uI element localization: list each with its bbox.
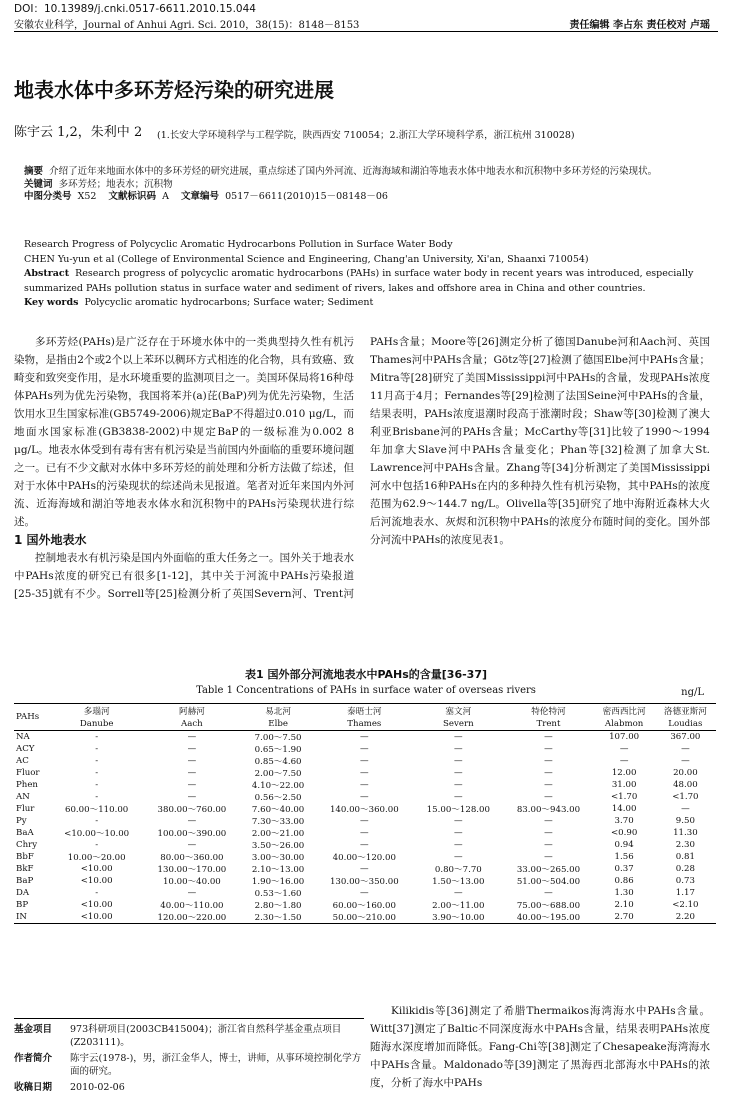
value-cell: 60.00～110.00 (65, 805, 129, 815)
value-cell: — (454, 852, 463, 862)
value-cell: — (187, 732, 197, 742)
river-en: Alabmon (594, 717, 655, 731)
continued-paragraph (370, 1002, 710, 1102)
value-cell: — (360, 816, 369, 826)
river-en: Trent (503, 717, 593, 731)
value-cell: 2.10 (614, 900, 634, 910)
body-right-column (370, 333, 710, 639)
section-heading: 1 国外地表水 (14, 533, 87, 547)
footnotes (14, 1018, 364, 1097)
value-cell: — (544, 840, 553, 850)
received-label: 收稿日期 (14, 1082, 53, 1093)
pah-name-cell: BaA (16, 828, 34, 838)
river-cn: 阿赫河 (143, 704, 241, 718)
table-row (14, 779, 716, 791)
table-row (14, 863, 716, 875)
value-cell: 48.00 (673, 780, 698, 790)
pah-name-cell: Chry (16, 840, 38, 850)
value-cell: — (544, 852, 553, 862)
table-row (14, 743, 716, 755)
value-cell: 80.00～360.00 (160, 853, 224, 863)
pah-name-cell: BbF (16, 852, 34, 862)
value-cell: 9.50 (675, 816, 695, 826)
value-cell: — (544, 816, 553, 826)
value-cell: — (454, 744, 463, 754)
table-row (14, 815, 716, 827)
marine-paragraph: Kilikidis等[36]测定了希腊Thermaikos海湾海水中PAHs含量。Witt[37]测定了Baltic不同深度海水中PAHs含量，结果表明PAHs浓度随海水深度增加而降低。Fang-Chi等[38]测定了Chesapeake海湾海水中PAHs含量。Maldonado等[39]测定了黑海西北部海水中PAHs的浓度，分析了海水中PAHs (370, 1005, 710, 1089)
section-paragraph: 控制地表水有机污染是国内外面临的重大任务之一。国外关于地表水中PAHs浓度的研究已有很多[1-12]，其中关于河流中PAHs污染报道[25-35]就有不少。Sorrell等[25]检测分析了英国Severn河、Trent河 (14, 552, 354, 600)
value-cell: 0.56～2.50 (254, 793, 302, 803)
table-header-pahs: PAHs (14, 704, 50, 731)
value-cell: — (187, 792, 197, 802)
value-cell: - (95, 732, 99, 742)
table-unit: ng/L (681, 687, 704, 698)
value-cell: 107.00 (609, 732, 640, 742)
river-en: Severn (413, 717, 503, 731)
value-cell: 2.70 (594, 911, 655, 924)
value-cell: 15.00～128.00 (426, 805, 490, 815)
value-cell: — (454, 816, 463, 826)
pah-name-cell: AN (16, 792, 30, 802)
value-cell: 4.10～22.00 (251, 781, 305, 791)
value-cell: <10.00 (80, 864, 113, 874)
value-cell: 2.80～1.80 (254, 901, 302, 911)
value-cell: — (454, 828, 463, 838)
table-row (14, 803, 716, 815)
affiliation: (1.长安大学环境科学与工程学院，陕西西安 710054；2.浙江大学环境科学系，浙江杭州 310028) (157, 130, 575, 141)
value-cell: 2.20 (655, 911, 716, 924)
value-cell: - (95, 888, 99, 898)
value-cell: 367.00 (670, 732, 701, 742)
value-cell: - (95, 792, 99, 802)
value-cell: 0.65～1.90 (254, 745, 302, 755)
en-keywords-label: Key words (24, 297, 79, 308)
value-cell: 7.00～7.50 (254, 733, 302, 743)
value-cell: 0.53～1.60 (254, 889, 302, 899)
author-bio-label: 作者简介 (14, 1053, 53, 1064)
river-en: Loudias (655, 717, 716, 731)
value-cell: — (619, 756, 629, 766)
en-abstract-text: Research progress of polycyclic aromatic hydrocarbons (PAHs) in surface water body in recent years was introduced, especially summarized PAHs pollution status in surface water and sediment of rivers, lakes and offshore area in China and other countries. (24, 268, 694, 294)
value-cell: 3.90～10.00 (413, 911, 503, 924)
value-cell: 1.90～16.00 (251, 877, 305, 887)
abstract-text: 介绍了近年来地面水体中的多环芳烃的研究进展，重点综述了国内外河流、近海海域和湖泊等地表水体中地表水和沉积物中多环芳烃的污染现状。 (49, 166, 658, 177)
doc-code-label: 文献标识码 (108, 191, 157, 202)
value-cell: — (360, 756, 369, 766)
pah-name-cell: IN (14, 911, 50, 924)
value-cell: - (95, 840, 99, 850)
pahs-table (14, 703, 716, 924)
value-cell: 2.10～13.00 (251, 865, 305, 875)
header-rule (14, 31, 718, 32)
value-cell: — (360, 792, 369, 802)
value-cell: 33.00～265.00 (516, 865, 581, 875)
en-title: Research Progress of Polycyclic Aromatic Hydrocarbons Pollution in Surface Water Body (24, 239, 453, 250)
en-abstract-label: Abstract (24, 268, 70, 279)
table-row (14, 731, 716, 744)
value-cell: — (544, 792, 553, 802)
value-cell: — (360, 828, 369, 838)
table-row (14, 791, 716, 803)
fund-text: 973科研项目(2003CB415004)；浙江省自然科学基金重点项目(Z203111)。 (70, 1024, 342, 1048)
value-cell: 130.00～350.00 (329, 877, 399, 887)
value-cell: 0.73 (675, 876, 695, 886)
value-cell: 1.17 (675, 888, 695, 898)
value-cell: - (95, 780, 99, 790)
value-cell: - (95, 816, 99, 826)
pah-name-cell: Phen (16, 780, 38, 790)
value-cell: — (360, 888, 369, 898)
pah-name-cell: ACY (16, 744, 35, 754)
pah-name-cell: BP (16, 900, 29, 910)
fund-label: 基金项目 (14, 1024, 53, 1035)
value-cell: 0.28 (675, 864, 695, 874)
value-cell: — (544, 744, 553, 754)
value-cell: 130.00～170.00 (157, 865, 227, 875)
value-cell: 31.00 (611, 780, 637, 790)
value-cell: — (187, 744, 197, 754)
value-cell: 40.00～120.00 (332, 853, 396, 863)
value-cell: — (454, 888, 463, 898)
pah-name-cell: BaP (16, 876, 34, 886)
abstract-cn (24, 166, 704, 204)
value-cell: 380.00～760.00 (157, 805, 227, 815)
value-cell: 100.00～390.00 (157, 829, 227, 839)
en-authors: CHEN Yu-yun et al (College of Environmental Science and Engineering, Chang'an University, Xi'an, Shaanxi 710054) (24, 253, 589, 265)
section-paragraph-continued: PAHs含量；Moore等[26]测定分析了德国Danube河和Aach河、英国Thames河中PAHs含量；Götz等[27]检测了德国Elbe河中PAHs含量；Mitra等[28]研究了美国Mississippi河中PAHs的含量，发现PAHs浓度11月高于4月；Fernandes等[29]检测了法国Seine河中PAHs的含量，结果表明，PAHs浓度退潮时段高于涨潮时段；Shaw等[30]检测了澳大利亚Brisbane河的PAHs含量；McCarthy等[31]比较了1990～1994年加拿大Slave河中PAHs含量变化；Phan等[32]检测了加拿大St. Lawrence河中PAHs含量。Zhang等[34]分析测定了美国Mississippi河水中包括16种PAHs在内的多种持久性有机污染物，其中PAHs的浓度范围为62.9～144.7 ng/L。Olivella等[35]研究了地中海附近森林大火后河流地表水、灰烬和沉积物中PAHs的浓度分布随时间的变化。国外部分河流中PAHs的浓度见表1。 (370, 336, 710, 546)
pah-name-cell: AC (16, 756, 29, 766)
river-cn: 易北河 (241, 704, 316, 718)
value-cell: — (681, 756, 690, 766)
value-cell: 2.00～11.00 (432, 901, 485, 911)
table-row (14, 755, 716, 767)
value-cell: — (544, 732, 553, 742)
value-cell: 40.00～110.00 (160, 901, 224, 911)
river-cn: 泰晤士河 (315, 704, 413, 718)
value-cell: 10.00～20.00 (67, 853, 126, 863)
value-cell: <2.10 (672, 900, 699, 910)
value-cell: 2.00～7.50 (254, 769, 302, 779)
received-date: 2010-02-06 (70, 1082, 125, 1093)
value-cell: <10.00 (50, 911, 143, 924)
value-cell: 7.30～33.00 (251, 817, 305, 827)
value-cell: <1.70 (672, 792, 699, 802)
article-no: 0517－6611(2010)15－08148－06 (225, 191, 388, 202)
article-no-label: 文章编号 (181, 191, 220, 202)
class-number: X52 (77, 191, 97, 202)
river-cn: 塞文河 (413, 704, 503, 718)
value-cell: 50.00～210.00 (315, 911, 413, 924)
value-cell: — (187, 780, 197, 790)
paper-title: 地表水体中多环芳烃污染的研究进展 (14, 78, 334, 102)
value-cell: 0.86 (614, 876, 634, 886)
value-cell: 75.00～688.00 (516, 901, 581, 911)
pah-name-cell: NA (16, 732, 30, 742)
value-cell: — (544, 768, 553, 778)
value-cell: 0.37 (614, 864, 634, 874)
value-cell: 12.00 (611, 768, 637, 778)
value-cell: — (454, 792, 463, 802)
value-cell: — (454, 768, 463, 778)
river-cn: 洛德亚斯河 (655, 704, 716, 718)
value-cell: — (187, 816, 197, 826)
journal-line: 安徽农业科学，Journal of Anhui Agri. Sci. 2010，38(15)：8148－8153 (14, 20, 360, 31)
value-cell: — (544, 780, 553, 790)
value-cell: <10.00 (80, 876, 113, 886)
value-cell: 0.81 (675, 852, 695, 862)
value-cell: 83.00～943.00 (516, 805, 581, 815)
river-cn: 多瑙河 (50, 704, 143, 718)
abstract-en (24, 238, 714, 311)
value-cell: 0.94 (614, 840, 634, 850)
value-cell: 3.70 (614, 816, 634, 826)
pah-name-cell: Py (16, 816, 27, 826)
table-row (14, 899, 716, 911)
value-cell: — (360, 840, 369, 850)
intro-paragraph: 多环芳烃(PAHs)是广泛存在于环境水体中的一类典型持久性有机污染物，是指由2个或2个以上苯环以稠环方式相连的化合物，具有致癌、致畸变和致突变作用，是水环境重要的监测项目之一。美国环保局将16种母体PAHs列为优先污染物，我国将苯并(a)芘(BaP)列为优先污染物，生活饮用水卫生国家标准(GB5749-2006)规定BaP不得超过0.010 μg/L，而地面水国家标准(GB3838-2002)中规定BaP的一级标准为0.002 8 μg/L。地表水体受到有毒有害有机污染是当前国内外面临的重要环境问题之一。已有不少文献对水体中多环芳烃的前处理和分析方法做了综述，但对于水体中PAHs的污染现状的综述尚未见报道。笔者对近年来国内外河流、近海海域和湖泊等地表水体水和沉积物中的PAHs污染现状进行综述。 (14, 336, 354, 528)
value-cell: 40.00～195.00 (503, 911, 593, 924)
table-row (14, 887, 716, 899)
value-cell: — (360, 732, 369, 742)
value-cell: — (544, 888, 553, 898)
value-cell: 7.60～40.00 (251, 805, 305, 815)
value-cell: 14.00 (611, 804, 637, 814)
value-cell: - (95, 768, 99, 778)
table-row (14, 839, 716, 851)
table-row (14, 827, 716, 839)
value-cell: <0.90 (610, 828, 638, 838)
river-en: Thames (315, 717, 413, 731)
abstract-label: 摘要 (24, 166, 44, 177)
authors: 陈宇云 1,2，朱利中 2 (14, 125, 143, 140)
table-row (14, 851, 716, 863)
value-cell: <1.70 (610, 792, 638, 802)
pah-name-cell: BkF (16, 864, 34, 874)
value-cell: 0.85～4.60 (254, 757, 302, 767)
value-cell: — (454, 732, 463, 742)
value-cell: - (95, 744, 99, 754)
value-cell: — (681, 804, 690, 814)
value-cell: 1.50～13.00 (432, 877, 485, 887)
value-cell: <10.00 (80, 900, 113, 910)
value-cell: <10.00～10.00 (64, 829, 130, 839)
value-cell: — (454, 756, 463, 766)
value-cell: — (187, 768, 197, 778)
river-en: Elbe (241, 717, 316, 731)
value-cell: - (95, 756, 99, 766)
table-caption: 表1 国外部分河流地表水中PAHs的含量[36-37] (244, 668, 488, 681)
value-cell: 2.30～1.50 (241, 911, 316, 924)
value-cell: 3.50～26.00 (251, 841, 305, 851)
river-en: Aach (143, 717, 241, 731)
value-cell: 140.00～360.00 (329, 805, 399, 815)
pah-name-cell: Fluor (16, 768, 40, 778)
table-row (14, 911, 716, 924)
value-cell: — (360, 780, 369, 790)
value-cell: 1.56 (614, 852, 634, 862)
value-cell: — (544, 756, 553, 766)
body-left-column (14, 333, 354, 603)
value-cell: — (187, 840, 197, 850)
table-row (14, 767, 716, 779)
value-cell: — (187, 888, 197, 898)
river-en: Danube (50, 717, 143, 731)
en-keywords: Polycyclic aromatic hydrocarbons; Surface water; Sediment (84, 297, 374, 308)
value-cell: — (681, 744, 690, 754)
keywords: 多环芳烃；地表水；沉积物 (58, 178, 173, 190)
value-cell: 120.00～220.00 (143, 911, 241, 924)
value-cell: 20.00 (673, 768, 698, 778)
value-cell: 11.30 (673, 828, 698, 838)
value-cell: 3.00～30.00 (251, 853, 305, 863)
keywords-label: 关键词 (24, 178, 53, 190)
value-cell: 0.80～7.70 (434, 865, 482, 875)
value-cell: 51.00～504.00 (516, 877, 581, 887)
value-cell: — (187, 756, 197, 766)
value-cell: — (619, 744, 629, 754)
value-cell: — (360, 768, 369, 778)
table-caption-en: Table 1 Concentrations of PAHs in surface water of overseas rivers (196, 685, 536, 696)
author-bio: 陈宇云(1978-)，男，浙江金华人，博士，讲师，从事环境控制化学方面的研究。 (70, 1053, 362, 1077)
pah-name-cell: Flur (16, 804, 35, 814)
pah-name-cell: DA (16, 888, 30, 898)
value-cell: 2.00～21.00 (251, 829, 305, 839)
river-cn: 密西西比河 (594, 704, 655, 718)
doi: DOI：10.13989/j.cnki.0517-6611.2010.15.044 (14, 3, 256, 15)
value-cell: — (454, 840, 463, 850)
value-cell: — (360, 864, 369, 874)
table-row (14, 875, 716, 887)
value-cell: 1.30 (614, 888, 634, 898)
value-cell: — (454, 780, 463, 790)
doc-code: A (162, 191, 169, 202)
value-cell: 2.30 (675, 840, 695, 850)
value-cell: 10.00～40.00 (162, 877, 221, 887)
value-cell: — (544, 828, 553, 838)
value-cell: 60.00～160.00 (332, 901, 396, 911)
class-label: 中图分类号 (24, 191, 72, 202)
value-cell: — (360, 744, 369, 754)
editor-line: 责任编辑 李占东 责任校对 卢瑶 (569, 20, 710, 31)
river-cn: 特伦特河 (503, 704, 593, 718)
